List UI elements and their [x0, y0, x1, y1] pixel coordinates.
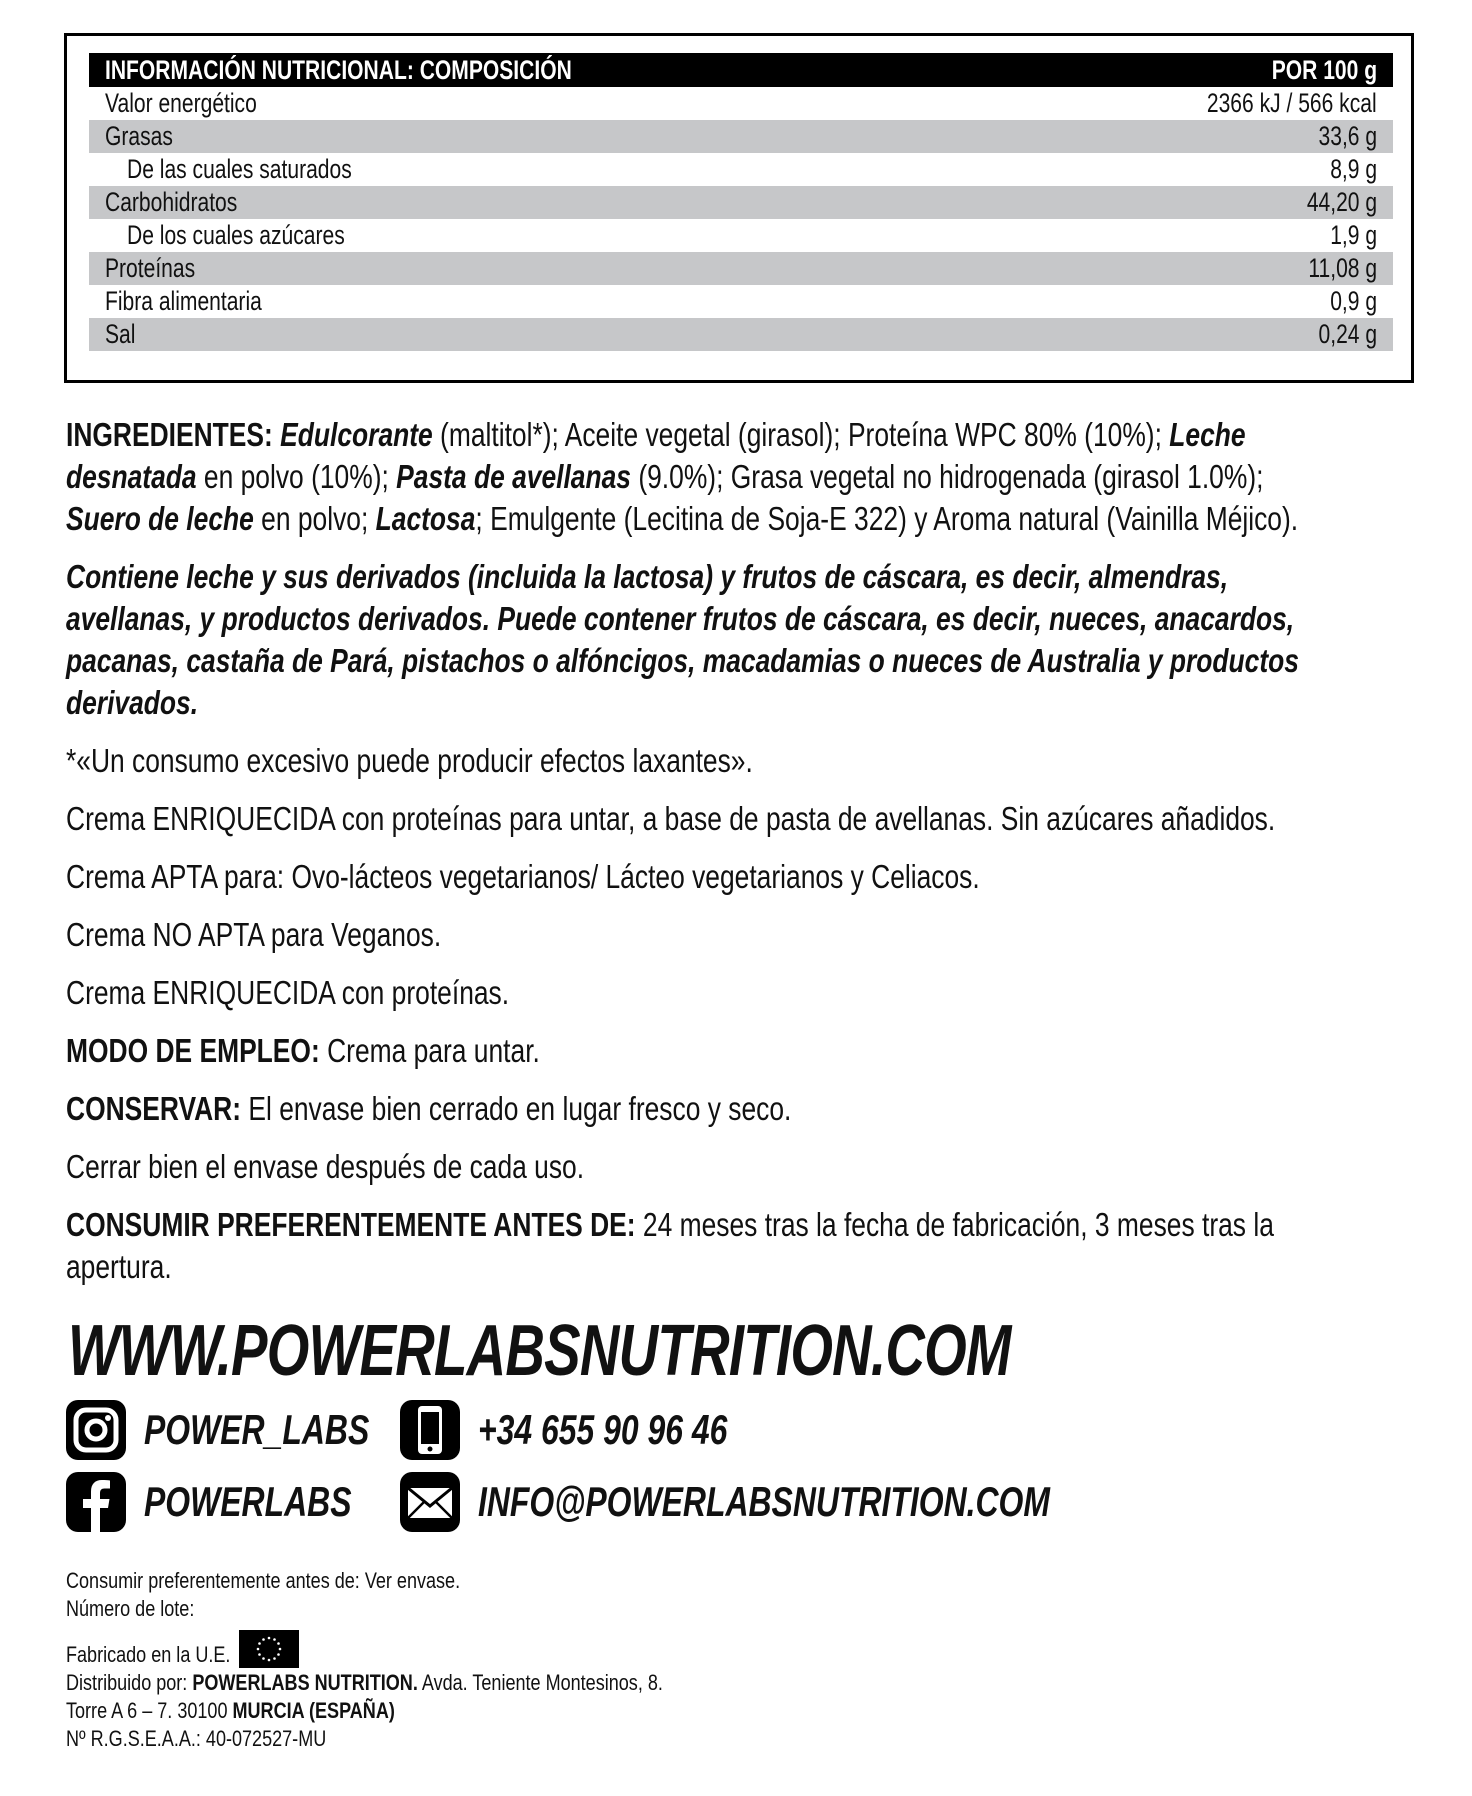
nutrition-row [89, 285, 1393, 318]
allergen-line: Contiene leche y sus derivados (incluida la lactosa) y frutos de cáscara, es decir, almendras, [66, 558, 1229, 595]
ingredient-text: en polvo; [253, 500, 376, 537]
nutrition-value: 1,9 g [1330, 220, 1377, 250]
nutrition-row [89, 186, 1393, 219]
nutrition-row [89, 87, 1393, 120]
ingredient-text: (9.0%); Grasa vegetal no hidrogenada (girasol 1.0%); [630, 458, 1264, 495]
distributor-name: POWERLABS NUTRITION. [192, 1670, 418, 1695]
nutrition-row [89, 153, 1393, 186]
enriched-note: Crema ENRIQUECIDA con proteínas para untar, a base de pasta de avellanas. Sin azúcares añadidos. [66, 800, 1276, 837]
footer-address [66, 1696, 395, 1726]
nutrition-label: Fibra alimentaria [105, 286, 262, 316]
nutrition-header-label: INFORMACIÓN NUTRICIONAL: COMPOSICIÓN [105, 55, 572, 85]
allergen-line: derivados. [66, 684, 199, 721]
apta-note: Crema APTA para: Ovo-lácteos vegetarianos/ Lácteo vegetarianos y Celiacos. [66, 858, 980, 895]
address-line: Torre A 6 – 7. 30100 [66, 1698, 233, 1723]
facebook-handle: POWERLABS [144, 1478, 352, 1525]
facebook-icon [64, 1470, 128, 1534]
ingredients-line-3 [66, 498, 1416, 540]
best-before-note-cont: apertura. [66, 1248, 172, 1285]
best-before-label: CONSUMIR PREFERENTEMENTE ANTES DE: [66, 1206, 636, 1243]
enriched-short-note: Crema ENRIQUECIDA con proteínas. [66, 974, 510, 1011]
ingredient-emphasis: Leche [1169, 416, 1246, 453]
storage-label: CONSERVAR: [66, 1090, 242, 1127]
nutrition-label: Proteínas [105, 253, 196, 283]
allergen-line: avellanas, y productos derivados. Puede contener frutos de cáscara, es decir, nueces, anacardos, [66, 600, 1295, 637]
instagram-handle: POWER_LABS [144, 1406, 370, 1453]
storage-note [66, 1088, 1416, 1130]
nutrition-label: Sal [105, 319, 136, 349]
nutrition-label: Carbohidratos [105, 187, 238, 217]
nutrition-label: Valor energético [105, 88, 257, 118]
close-note: Cerrar bien el envase después de cada uso. [66, 1148, 585, 1185]
laxative-note: *«Un consumo excesivo puede producir efectos laxantes». [66, 742, 753, 779]
website-link[interactable]: WWW.POWERLABSNUTRITION.COM [68, 1311, 1011, 1391]
phone-number: +34 655 90 96 46 [478, 1406, 728, 1453]
instagram-icon [64, 1398, 128, 1462]
ingredients-line-2 [66, 456, 1416, 498]
allergen-line: pacanas, castaña de Pará, pistachos o alfóncigos, macadamias o nueces de Australia y productos [66, 642, 1299, 679]
nutrition-row [89, 252, 1393, 285]
nutrition-value: 11,08 g [1308, 253, 1377, 283]
footer-registry: Nº R.G.S.E.A.A.: 40-072527-MU [66, 1726, 327, 1751]
nutrition-value: 44,20 g [1306, 187, 1377, 217]
nutrition-value: 2366 kJ / 566 kcal [1207, 88, 1377, 118]
ingredient-emphasis: Edulcorante [280, 416, 433, 453]
nutrition-value: 0,24 g [1318, 319, 1377, 349]
nutrition-header-value: POR 100 g [1271, 55, 1377, 85]
usage-label: MODO DE EMPLEO: [66, 1032, 320, 1069]
footer-lot: Número de lote: [66, 1596, 195, 1621]
usage-note [66, 1030, 1416, 1072]
phone-icon [398, 1398, 462, 1462]
footer-best-before: Consumir preferentemente antes de: Ver envase. [66, 1568, 461, 1593]
distributed-label: Distribuido por: [66, 1670, 193, 1695]
no-apta-note: Crema NO APTA para Veganos. [66, 916, 442, 953]
nutrition-row [89, 120, 1393, 153]
ingredients-line-1 [66, 414, 1416, 456]
ingredient-emphasis: Suero de leche [66, 500, 254, 537]
nutrition-label: De las cuales saturados [127, 154, 352, 184]
nutrition-row [89, 318, 1393, 351]
usage-text: Crema para untar. [319, 1032, 540, 1069]
nutrition-value: 8,9 g [1330, 154, 1377, 184]
nutrition-label: Grasas [105, 121, 173, 151]
best-before-note [66, 1204, 1416, 1246]
ingredient-emphasis: Lactosa [375, 500, 476, 537]
nutrition-table [64, 33, 1414, 383]
nutrition-header [89, 53, 1393, 87]
ingredient-text: (maltitol*); Aceite vegetal (girasol); Proteína WPC 80% (10%); [432, 416, 1170, 453]
nutrition-row [89, 219, 1393, 252]
ingredient-text: en polvo (10%); [196, 458, 397, 495]
nutrition-value: 33,6 g [1318, 121, 1377, 151]
ingredient-emphasis: Pasta de avellanas [396, 458, 631, 495]
footer-made-in: Fabricado en la U.E. [66, 1642, 231, 1667]
footer-distributor [66, 1668, 663, 1698]
nutrition-label: De los cuales azúcares [127, 220, 345, 250]
best-before-text: 24 meses tras la fecha de fabricación, 3 meses tras la [635, 1206, 1274, 1243]
ingredient-emphasis: desnatada [66, 458, 197, 495]
address-city: MURCIA (ESPAÑA) [232, 1698, 395, 1723]
ingredients-title: INGREDIENTES: [66, 416, 273, 453]
ingredient-text: ; Emulgente (Lecitina de Soja-E 322) y Aroma natural (Vainilla Méjico). [475, 500, 1299, 537]
eu-flag-icon [239, 1630, 299, 1668]
distributor-address: Avda. Teniente Montesinos, 8. [417, 1670, 663, 1695]
nutrition-value: 0,9 g [1330, 286, 1377, 316]
storage-text: El envase bien cerrado en lugar fresco y seco. [241, 1090, 792, 1127]
email-address: INFO@POWERLABSNUTRITION.COM [478, 1478, 1050, 1525]
mail-icon [398, 1470, 462, 1534]
